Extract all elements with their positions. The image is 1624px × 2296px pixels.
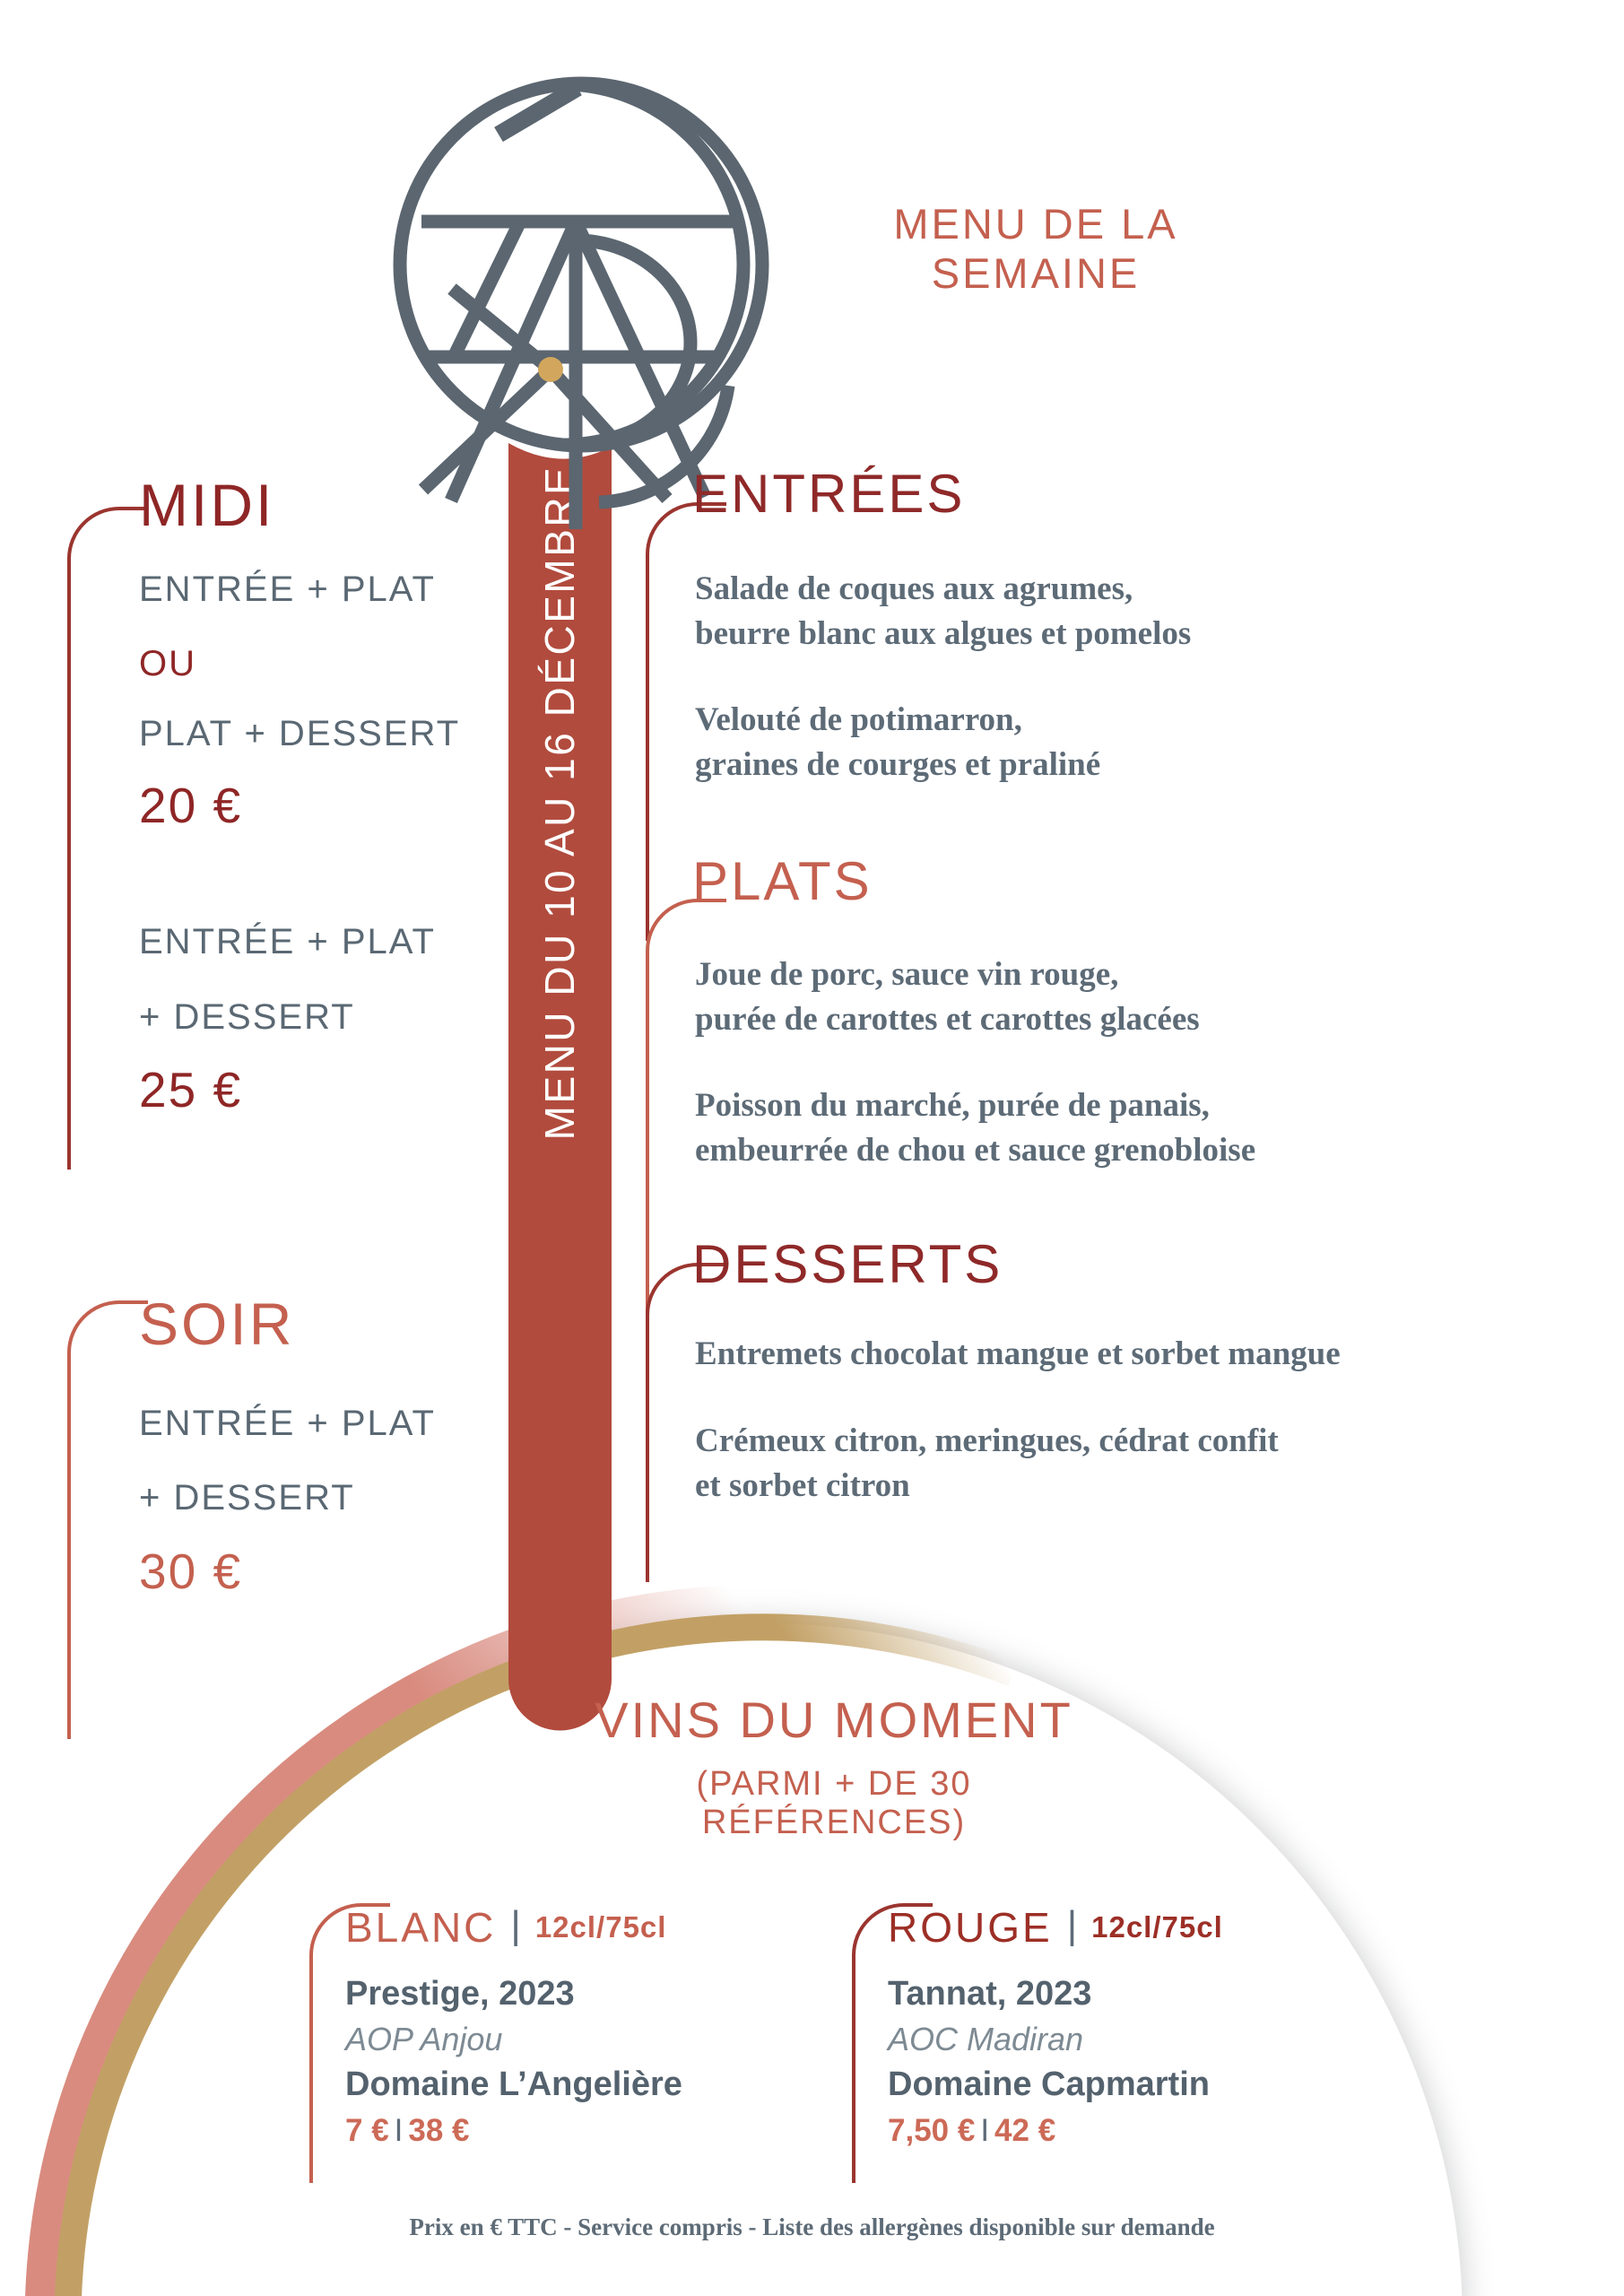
rouge-separator: | [1066,1903,1078,1947]
rouge-header [888,1903,1318,1952]
blanc-price-sep: I [394,2113,404,2148]
rouge-price-glass: 7,50 € [888,2113,976,2148]
entrees-title: ENTRÉES [692,464,966,524]
desserts-dish-2 [695,1419,1502,1509]
wine-column-blanc [345,1903,776,2149]
entrees-dish-1 [695,567,1430,657]
rouge-wine-name: Tannat, 2023 [888,1975,1092,2013]
dish-line: Salade de coques aux agrumes, [695,570,1133,607]
dish-line: Entremets chocolat mangue et sorbet mangue [695,1335,1341,1372]
desserts-title: DESSERTS [692,1234,1003,1294]
dish-line: Poisson du marché, purée de panais, [695,1087,1210,1124]
dish-line: purée de carottes et carottes glacées [695,1001,1200,1038]
midi-formula2-line1: ENTRÉE + PLAT [139,922,436,961]
rouge-appellation: AOC Madiran [888,2021,1084,2057]
blanc-appellation: AOP Anjou [345,2021,503,2057]
footer-note: Prix en € TTC - Service compris - Liste des allergènes disponible sur demande [409,2213,1215,2240]
plats-title: PLATS [692,851,873,911]
blanc-price-bottle: 38 € [408,2113,470,2148]
midi-formula1-line1: ENTRÉE + PLAT [139,570,436,609]
blanc-separator: | [510,1903,521,1947]
soir-formula1-line1: ENTRÉE + PLAT [139,1404,436,1443]
midi-title: MIDI [139,472,275,538]
plats-dish-2 [695,1083,1466,1173]
midi-formula2-line2: + DESSERT [139,997,355,1037]
wines-subtitle: (PARMI + DE 30 RÉFÉRENCES) [696,1765,972,1841]
plats-dish-1 [695,952,1466,1042]
soir-title: SOIR [139,1291,295,1357]
dish-line: Velouté de potimarron, [695,701,1022,738]
midi-bracket [67,507,148,1170]
dish-line: embeurrée de chou et sauce grenobloise [695,1132,1256,1169]
logo-gold-dot [538,357,563,382]
soir-formula1-price: 30 € [139,1544,243,1599]
midi-formula1-line3: PLAT + DESSERT [139,714,461,753]
soir-formula1-line2: + DESSERT [139,1478,355,1518]
dish-line: Crémeux citron, meringues, cédrat confit [695,1422,1279,1459]
rouge-sizes: 12cl/75cl [1091,1910,1223,1944]
blanc-wine-name: Prestige, 2023 [345,1975,575,2013]
dish-line: Joue de porc, sauce vin rouge, [695,956,1119,993]
midi-formula2-price: 25 € [139,1062,243,1118]
desserts-dish-1 [695,1332,1502,1377]
midi-formula1-line2: OU [139,644,196,683]
entrees-dish-2 [695,698,1430,787]
dish-line: et sorbet citron [695,1467,910,1504]
rouge-domaine: Domaine Capmartin [888,2066,1210,2103]
ribbon-label: MENU DU 10 AU 16 DÉCEMBRE [536,465,583,1141]
page-title: MENU DE LA SEMAINE [893,200,1178,297]
wines-title: VINS DU MOMENT [595,1692,1073,1748]
rouge-label: ROUGE [888,1904,1053,1951]
blanc-price-glass: 7 € [345,2113,389,2148]
dish-line: beurre blanc aux algues et pomelos [695,615,1192,652]
blanc-header [345,1903,776,1952]
rouge-price-bottle: 42 € [994,2113,1056,2148]
blanc-label: BLANC [345,1904,497,1951]
wine-column-rouge [888,1903,1318,2149]
blanc-price [345,2113,776,2149]
rouge-price [888,2113,1318,2149]
blanc-sizes: 12cl/75cl [534,1910,667,1944]
midi-formula1-price: 20 € [139,778,243,833]
soir-bracket [67,1300,148,1739]
dish-line: graines de courges et praliné [695,746,1101,783]
rouge-price-sep: I [980,2113,990,2148]
blanc-domaine: Domaine L’Angelière [345,2066,682,2103]
